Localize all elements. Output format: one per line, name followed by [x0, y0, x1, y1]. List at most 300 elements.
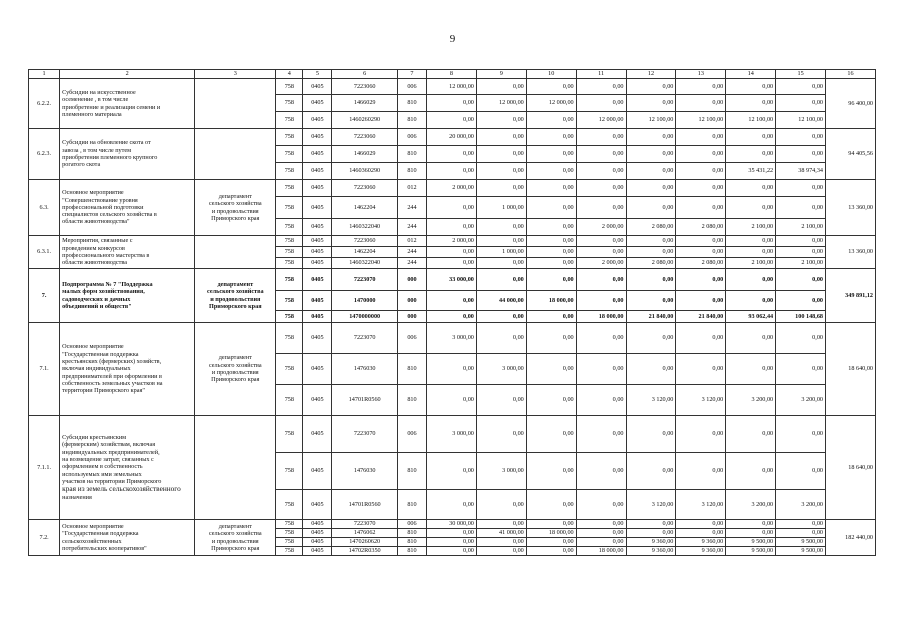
text-line: приобретения племенного крупного [62, 154, 158, 161]
amount-cell: 18 000,00 [576, 311, 626, 323]
code-cell: 810 [397, 547, 426, 556]
amount-cell: 12 000,00 [427, 79, 477, 95]
column-number-cell: 3 [195, 70, 276, 79]
amount-cell: 0,00 [476, 416, 526, 453]
code-cell: 758 [276, 323, 303, 354]
amount-cell: 0,00 [626, 95, 676, 112]
item-number: 7.2. [29, 520, 60, 556]
text-line: и продовольствия [210, 295, 261, 303]
amount-cell: 2 000,00 [427, 236, 477, 247]
code-cell: 244 [397, 219, 426, 236]
table-row [29, 269, 876, 291]
amount-cell: 3 120,00 [676, 490, 726, 520]
amount-cell: 3 120,00 [676, 385, 726, 416]
code-cell: 758 [276, 236, 303, 247]
amount-cell: 0,00 [576, 236, 626, 247]
amount-cell: 20 000,00 [427, 129, 477, 146]
amount-cell: 0,00 [626, 453, 676, 490]
amount-cell: 0,00 [576, 269, 626, 291]
amount-cell: 0,00 [776, 129, 826, 146]
code-cell: 758 [276, 311, 303, 323]
amount-cell: 3 000,00 [476, 453, 526, 490]
code-cell: 1460260290 [332, 112, 397, 129]
amount-cell: 0,00 [526, 538, 576, 547]
amount-cell: 0,00 [526, 146, 576, 163]
amount-cell: 0,00 [576, 416, 626, 453]
total-amount: 182 440,00 [826, 520, 876, 556]
amount-cell: 12 100,00 [726, 112, 776, 129]
total-amount: 13 360,00 [826, 236, 876, 269]
item-name [60, 79, 195, 129]
column-number-cell: 16 [826, 70, 876, 79]
text-line: Приморского края [211, 214, 260, 222]
code-cell: 758 [276, 547, 303, 556]
amount-cell: 0,00 [476, 385, 526, 416]
code-cell: 14702R0350 [332, 547, 397, 556]
amount-cell: 0,00 [526, 236, 576, 247]
table-row [29, 416, 876, 453]
amount-cell: 0,00 [676, 236, 726, 247]
column-number-cell: 15 [776, 70, 826, 79]
column-number-cell: 8 [427, 70, 477, 79]
amount-cell: 12 000,00 [576, 112, 626, 129]
amount-cell: 0,00 [526, 311, 576, 323]
amount-cell: 2 000,00 [576, 219, 626, 236]
text-line: профессиональной подготовки [62, 203, 144, 211]
amount-cell: 0,00 [726, 323, 776, 354]
amount-cell: 0,00 [427, 538, 477, 547]
amount-cell: 0,00 [626, 354, 676, 385]
amount-cell: 9 360,00 [676, 538, 726, 547]
amount-cell: 12 000,00 [476, 95, 526, 112]
amount-cell: 0,00 [626, 269, 676, 291]
amount-cell: 0,00 [476, 79, 526, 95]
code-cell: 000 [397, 269, 426, 291]
amount-cell: 0,00 [676, 95, 726, 112]
amount-cell: 0,00 [726, 453, 776, 490]
text-line: племенного материала [62, 110, 122, 118]
text-line: Субсидии на искусственное [62, 88, 136, 96]
amount-cell: 0,00 [726, 129, 776, 146]
total-amount: 94 405,56 [826, 129, 876, 180]
code-cell: 7223060 [332, 79, 397, 95]
responsible-executor [195, 269, 276, 323]
code-cell: 0405 [303, 323, 332, 354]
code-cell: 244 [397, 258, 426, 269]
amount-cell: 44 000,00 [476, 291, 526, 311]
item-number: 6.2.3. [29, 129, 60, 180]
amount-cell: 0,00 [526, 416, 576, 453]
budget-table [28, 69, 876, 556]
code-cell: 012 [397, 180, 426, 197]
amount-cell: 0,00 [526, 354, 576, 385]
amount-cell: 0,00 [576, 197, 626, 219]
amount-cell: 0,00 [576, 520, 626, 529]
amount-cell: 0,00 [427, 95, 477, 112]
amount-cell: 2 100,00 [776, 258, 826, 269]
amount-cell: 0,00 [476, 146, 526, 163]
item-name [60, 416, 195, 520]
text-line: сельского хозяйства [208, 530, 262, 538]
amount-cell: 0,00 [626, 180, 676, 197]
code-cell: 810 [397, 529, 426, 538]
amount-cell: 0,00 [726, 180, 776, 197]
code-cell: 1476030 [332, 453, 397, 490]
text-line: рогатого скота [62, 161, 101, 169]
amount-cell: 30 000,00 [427, 520, 477, 529]
amount-cell: 0,00 [576, 323, 626, 354]
responsible-executor [195, 416, 276, 520]
amount-cell: 0,00 [676, 416, 726, 453]
item-number: 7. [29, 269, 60, 323]
amount-cell: 0,00 [427, 311, 477, 323]
total-amount: 18 640,00 [826, 416, 876, 520]
amount-cell: 0,00 [626, 163, 676, 180]
amount-cell: 0,00 [676, 247, 726, 258]
code-cell: 0405 [303, 291, 332, 311]
amount-cell: 0,00 [676, 453, 726, 490]
code-cell: 810 [397, 163, 426, 180]
amount-cell: 0,00 [626, 291, 676, 311]
text-line: департамент [217, 280, 254, 288]
amount-cell: 0,00 [427, 490, 477, 520]
code-cell: 758 [276, 520, 303, 529]
code-cell: 0405 [303, 247, 332, 258]
amount-cell: 0,00 [626, 197, 676, 219]
code-cell: 012 [397, 236, 426, 247]
amount-cell: 0,00 [576, 385, 626, 416]
amount-cell: 0,00 [427, 197, 477, 219]
item-name [60, 180, 195, 236]
amount-cell: 0,00 [526, 129, 576, 146]
code-cell: 0405 [303, 354, 332, 385]
amount-cell: 0,00 [476, 547, 526, 556]
code-cell: 758 [276, 453, 303, 490]
code-cell: 0405 [303, 197, 332, 219]
code-cell: 006 [397, 129, 426, 146]
text-line: индивидуальных предпринимателей, [62, 448, 160, 456]
code-cell: 810 [397, 354, 426, 385]
amount-cell: 0,00 [576, 538, 626, 547]
amount-cell: 0,00 [427, 247, 477, 258]
amount-cell: 0,00 [776, 323, 826, 354]
responsible-executor [195, 129, 276, 180]
code-cell: 810 [397, 453, 426, 490]
amount-cell: 0,00 [626, 520, 676, 529]
amount-cell: 3 200,00 [776, 490, 826, 520]
code-cell: 810 [397, 490, 426, 520]
amount-cell: 0,00 [726, 95, 776, 112]
amount-cell: 0,00 [676, 529, 726, 538]
text-line: Приморского края [211, 376, 260, 384]
code-cell: 0405 [303, 269, 332, 291]
amount-cell: 9 500,00 [726, 538, 776, 547]
code-cell: 758 [276, 197, 303, 219]
amount-cell: 0,00 [427, 258, 477, 269]
code-cell: 1476062 [332, 529, 397, 538]
code-cell: 0405 [303, 520, 332, 529]
amount-cell: 9 360,00 [626, 547, 676, 556]
amount-cell: 0,00 [676, 163, 726, 180]
code-cell: 758 [276, 291, 303, 311]
code-cell: 758 [276, 354, 303, 385]
amount-cell: 0,00 [626, 236, 676, 247]
column-number-cell: 10 [526, 70, 576, 79]
text-line: осеменение , в том числе [62, 96, 129, 104]
amount-cell: 2 100,00 [726, 258, 776, 269]
text-line: садоводческих и дачных [62, 295, 131, 303]
amount-cell: 0,00 [576, 129, 626, 146]
text-line: проведением конкурсов [62, 244, 125, 252]
amount-cell: 0,00 [776, 197, 826, 219]
text-line: Приморского края [209, 302, 262, 310]
code-cell: 758 [276, 129, 303, 146]
code-cell: 758 [276, 529, 303, 538]
amount-cell: 0,00 [427, 146, 477, 163]
amount-cell: 0,00 [576, 180, 626, 197]
amount-cell: 0,00 [476, 520, 526, 529]
text-line: предпринимателей при оформлении в [62, 372, 162, 380]
amount-cell: 3 200,00 [726, 490, 776, 520]
text-line: профессионального мастерства в [62, 252, 150, 259]
text-line: сельскохозяйственных [62, 537, 122, 545]
total-amount: 18 640,00 [826, 323, 876, 416]
code-cell: 1470260620 [332, 538, 397, 547]
text-line: сельского хозяйства [208, 200, 262, 208]
responsible-executor [195, 236, 276, 269]
code-cell: 758 [276, 79, 303, 95]
text-line: потребительских кооперативов" [62, 544, 147, 552]
amount-cell: 0,00 [726, 529, 776, 538]
text-line: "Совершенствование уровня [62, 196, 138, 204]
amount-cell: 0,00 [526, 79, 576, 95]
amount-cell: 0,00 [676, 129, 726, 146]
code-cell: 0405 [303, 529, 332, 538]
amount-cell: 12 100,00 [626, 112, 676, 129]
code-cell: 14701R0560 [332, 490, 397, 520]
amount-cell: 0,00 [776, 416, 826, 453]
code-cell: 0405 [303, 258, 332, 269]
amount-cell: 0,00 [476, 129, 526, 146]
column-number-cell: 12 [626, 70, 676, 79]
amount-cell: 0,00 [576, 79, 626, 95]
code-cell: 0405 [303, 79, 332, 95]
code-cell: 810 [397, 112, 426, 129]
code-cell: 758 [276, 219, 303, 236]
amount-cell: 0,00 [526, 385, 576, 416]
code-cell: 1476030 [332, 354, 397, 385]
code-cell: 0405 [303, 416, 332, 453]
text-line: департамент [218, 192, 252, 200]
amount-cell: 0,00 [626, 416, 676, 453]
amount-cell: 0,00 [526, 453, 576, 490]
column-number-cell: 9 [476, 70, 526, 79]
code-cell: 1470000 [332, 291, 397, 311]
column-number-cell: 7 [397, 70, 426, 79]
text-line: и продовольствия [211, 537, 259, 545]
code-cell: 7223070 [332, 416, 397, 453]
amount-cell: 0,00 [676, 354, 726, 385]
amount-cell: 0,00 [676, 79, 726, 95]
amount-cell: 0,00 [476, 112, 526, 129]
amount-cell: 0,00 [676, 146, 726, 163]
responsible-executor [195, 323, 276, 416]
code-cell: 758 [276, 385, 303, 416]
amount-cell: 18 000,00 [576, 547, 626, 556]
amount-cell: 0,00 [526, 258, 576, 269]
table-row [29, 180, 876, 197]
amount-cell: 0,00 [526, 547, 576, 556]
code-cell: 1460360290 [332, 163, 397, 180]
text-line: области животноводства" [62, 218, 130, 226]
code-cell: 244 [397, 247, 426, 258]
item-name [60, 520, 195, 556]
table-row [29, 520, 876, 529]
text-line: и продовольствия [211, 369, 259, 376]
code-cell: 7223070 [332, 520, 397, 529]
amount-cell: 0,00 [726, 197, 776, 219]
item-number: 7.1.1. [29, 416, 60, 520]
code-cell: 0405 [303, 146, 332, 163]
text-line: и продовольствия [211, 207, 259, 215]
code-cell: 0405 [303, 219, 332, 236]
amount-cell: 0,00 [726, 79, 776, 95]
code-cell: 0405 [303, 538, 332, 547]
amount-cell: 3 000,00 [427, 416, 477, 453]
text-line: территории Приморского края" [62, 387, 145, 395]
amount-cell: 0,00 [676, 520, 726, 529]
amount-cell: 2 080,00 [676, 258, 726, 269]
amount-cell: 0,00 [476, 236, 526, 247]
amount-cell: 41 000,00 [476, 529, 526, 538]
amount-cell: 3 120,00 [626, 385, 676, 416]
code-cell: 14701R0560 [332, 385, 397, 416]
text-line: "Государственная поддержка [62, 530, 139, 538]
amount-cell: 0,00 [676, 323, 726, 354]
amount-cell: 0,00 [626, 79, 676, 95]
code-cell: 006 [397, 323, 426, 354]
text-line: Подпрограмма № 7 "Поддержка [62, 280, 153, 288]
amount-cell: 93 062,44 [726, 311, 776, 323]
amount-cell: 2 080,00 [676, 219, 726, 236]
code-cell: 758 [276, 112, 303, 129]
amount-cell: 18 000,00 [526, 291, 576, 311]
amount-cell: 0,00 [427, 385, 477, 416]
amount-cell: 0,00 [576, 354, 626, 385]
amount-cell: 0,00 [526, 247, 576, 258]
text-line: "Государственная поддержка [62, 350, 139, 358]
amount-cell: 0,00 [776, 529, 826, 538]
amount-cell: 0,00 [476, 311, 526, 323]
text-line: назначения [62, 493, 92, 501]
code-cell: 7223060 [332, 129, 397, 146]
amount-cell: 2 080,00 [626, 258, 676, 269]
amount-cell: 0,00 [626, 247, 676, 258]
amount-cell: 0,00 [776, 247, 826, 258]
item-number: 6.3.1. [29, 236, 60, 269]
code-cell: 0405 [303, 311, 332, 323]
amount-cell: 3 200,00 [726, 385, 776, 416]
text-line: крестьянских (фермерских) хозяйств, [62, 358, 162, 366]
column-number-cell: 1 [29, 70, 60, 79]
amount-cell: 0,00 [726, 236, 776, 247]
amount-cell: 0,00 [776, 79, 826, 95]
item-name [60, 129, 195, 180]
amount-cell: 0,00 [776, 269, 826, 291]
text-line: включая индивидуальных [62, 365, 131, 373]
budget-table-body [29, 70, 876, 556]
amount-cell: 0,00 [476, 490, 526, 520]
amount-cell: 0,00 [476, 269, 526, 291]
code-cell: 7223060 [332, 180, 397, 197]
code-cell: 0405 [303, 129, 332, 146]
amount-cell: 0,00 [476, 323, 526, 354]
code-cell: 758 [276, 146, 303, 163]
code-cell: 0405 [303, 490, 332, 520]
amount-cell: 1 000,00 [476, 197, 526, 219]
amount-cell: 0,00 [576, 95, 626, 112]
amount-cell: 2 000,00 [576, 258, 626, 269]
code-cell: 758 [276, 163, 303, 180]
item-number: 6.2.2. [29, 79, 60, 129]
text-line: участков на территории Приморского [62, 477, 162, 485]
code-cell: 758 [276, 416, 303, 453]
code-cell: 0405 [303, 385, 332, 416]
column-number-cell: 4 [276, 70, 303, 79]
amount-cell: 0,00 [427, 529, 477, 538]
text-line: (фермерским) хозяйствам, включая [62, 441, 156, 449]
code-cell: 0405 [303, 453, 332, 490]
amount-cell: 21 840,00 [626, 311, 676, 323]
amount-cell: 0,00 [776, 453, 826, 490]
amount-cell: 0,00 [526, 180, 576, 197]
code-cell: 758 [276, 269, 303, 291]
amount-cell: 0,00 [526, 490, 576, 520]
amount-cell: 0,00 [526, 269, 576, 291]
text-line: Основное мероприятие [62, 189, 124, 197]
amount-cell: 0,00 [726, 354, 776, 385]
code-cell: 758 [276, 180, 303, 197]
amount-cell: 0,00 [676, 269, 726, 291]
text-line: Основное мероприятие [62, 343, 124, 351]
column-number-cell: 5 [303, 70, 332, 79]
amount-cell: 0,00 [476, 180, 526, 197]
amount-cell: 0,00 [526, 197, 576, 219]
code-cell: 0405 [303, 112, 332, 129]
amount-cell: 18 000,00 [526, 529, 576, 538]
code-cell: 006 [397, 79, 426, 95]
amount-cell: 0,00 [476, 258, 526, 269]
amount-cell: 3 200,00 [776, 385, 826, 416]
amount-cell: 0,00 [526, 323, 576, 354]
amount-cell: 0,00 [776, 180, 826, 197]
code-cell: 7223060 [332, 236, 397, 247]
amount-cell: 0,00 [626, 146, 676, 163]
amount-cell: 0,00 [576, 146, 626, 163]
text-line: малых форм хозяйствования, [62, 288, 145, 296]
column-number-cell: 2 [60, 70, 195, 79]
code-cell: 810 [397, 95, 426, 112]
code-cell: 1470000000 [332, 311, 397, 323]
responsible-executor [195, 520, 276, 556]
table-row [29, 129, 876, 146]
amount-cell: 0,00 [626, 129, 676, 146]
text-line: специалистов сельского хозяйства в [62, 211, 157, 219]
amount-cell: 0,00 [726, 416, 776, 453]
text-line: департамент [218, 354, 252, 362]
amount-cell: 9 360,00 [676, 547, 726, 556]
code-cell: 758 [276, 538, 303, 547]
